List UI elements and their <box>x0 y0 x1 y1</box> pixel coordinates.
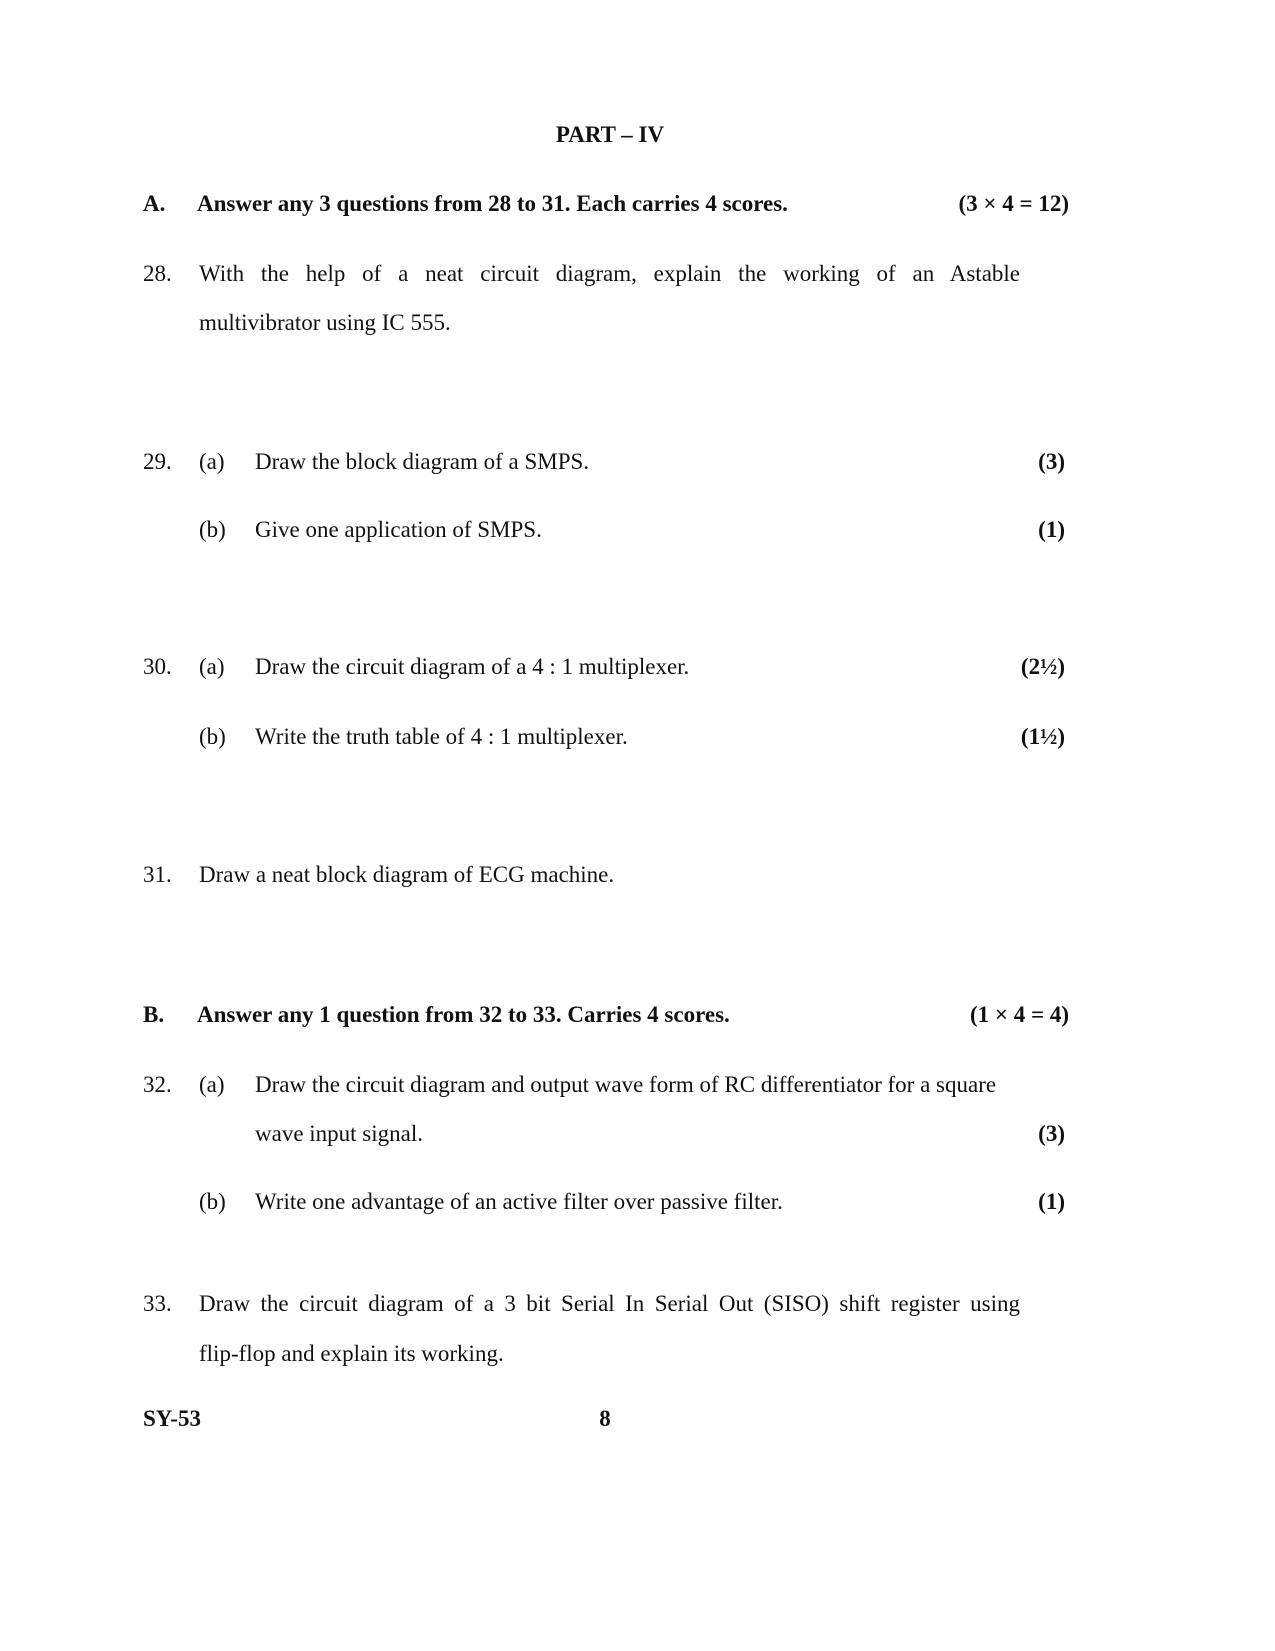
q28-number: 28. <box>143 261 172 286</box>
q32-number: 32. <box>143 1072 172 1097</box>
q30a-marks: (2½) <box>1020 654 1065 679</box>
section-b-marks: (1 × 4 = 4) <box>969 1002 1069 1027</box>
q32a-marks: (3) <box>1038 1121 1065 1146</box>
q29a-text: Draw the block diagram of a SMPS. <box>255 449 590 474</box>
q33-number: 33. <box>143 1291 172 1316</box>
q30b-text: Write the truth table of 4 : 1 multiplexer. <box>255 724 628 749</box>
q32b-label: (b) <box>199 1189 226 1214</box>
q32a-label: (a) <box>199 1072 225 1097</box>
q30a-label: (a) <box>199 654 225 679</box>
q31-text: Draw a neat block diagram of ECG machine. <box>199 862 615 887</box>
section-a-marks: (3 × 4 = 12) <box>958 191 1069 216</box>
q30b-label: (b) <box>199 724 226 749</box>
section-a-instruction: Answer any 3 questions from 28 to 31. Each carries 4 scores. <box>197 191 788 216</box>
q28-line-2: multivibrator using IC 555. <box>199 310 451 335</box>
q29a-label: (a) <box>199 449 225 474</box>
q29b-label: (b) <box>199 517 226 542</box>
q32a-line-2: wave input signal. <box>255 1121 423 1146</box>
q29a-marks: (3) <box>1038 449 1065 474</box>
q29-number: 29. <box>143 449 172 474</box>
q32b-text: Write one advantage of an active filter over passive filter. <box>255 1189 783 1214</box>
footer-page-number: 8 <box>599 1406 611 1431</box>
q33-line-2: flip-flop and explain its working. <box>199 1341 504 1366</box>
q31-number: 31. <box>143 862 172 887</box>
q29b-marks: (1) <box>1038 517 1065 542</box>
section-b-instruction: Answer any 1 question from 32 to 33. Carries 4 scores. <box>197 1002 730 1027</box>
q33-line-1: Draw the circuit diagram of a 3 bit Serial In Serial Out (SISO) shift register using <box>199 1291 1020 1316</box>
q30-number: 30. <box>143 654 172 679</box>
q32b-marks: (1) <box>1038 1189 1065 1214</box>
q30a-text: Draw the circuit diagram of a 4 : 1 multiplexer. <box>255 654 690 679</box>
section-a-label: A. <box>143 191 166 216</box>
footer-code: SY-53 <box>143 1406 201 1431</box>
part-title: PART – IV <box>555 122 665 147</box>
q30b-marks: (1½) <box>1020 724 1065 749</box>
q32a-line-1: Draw the circuit diagram and output wave form of RC differentiator for a square <box>255 1072 997 1097</box>
q29b-text: Give one application of SMPS. <box>255 517 542 542</box>
q28-line-1: With the help of a neat circuit diagram, explain the working of an Astable <box>199 261 1020 286</box>
section-b-label: B. <box>143 1002 165 1027</box>
